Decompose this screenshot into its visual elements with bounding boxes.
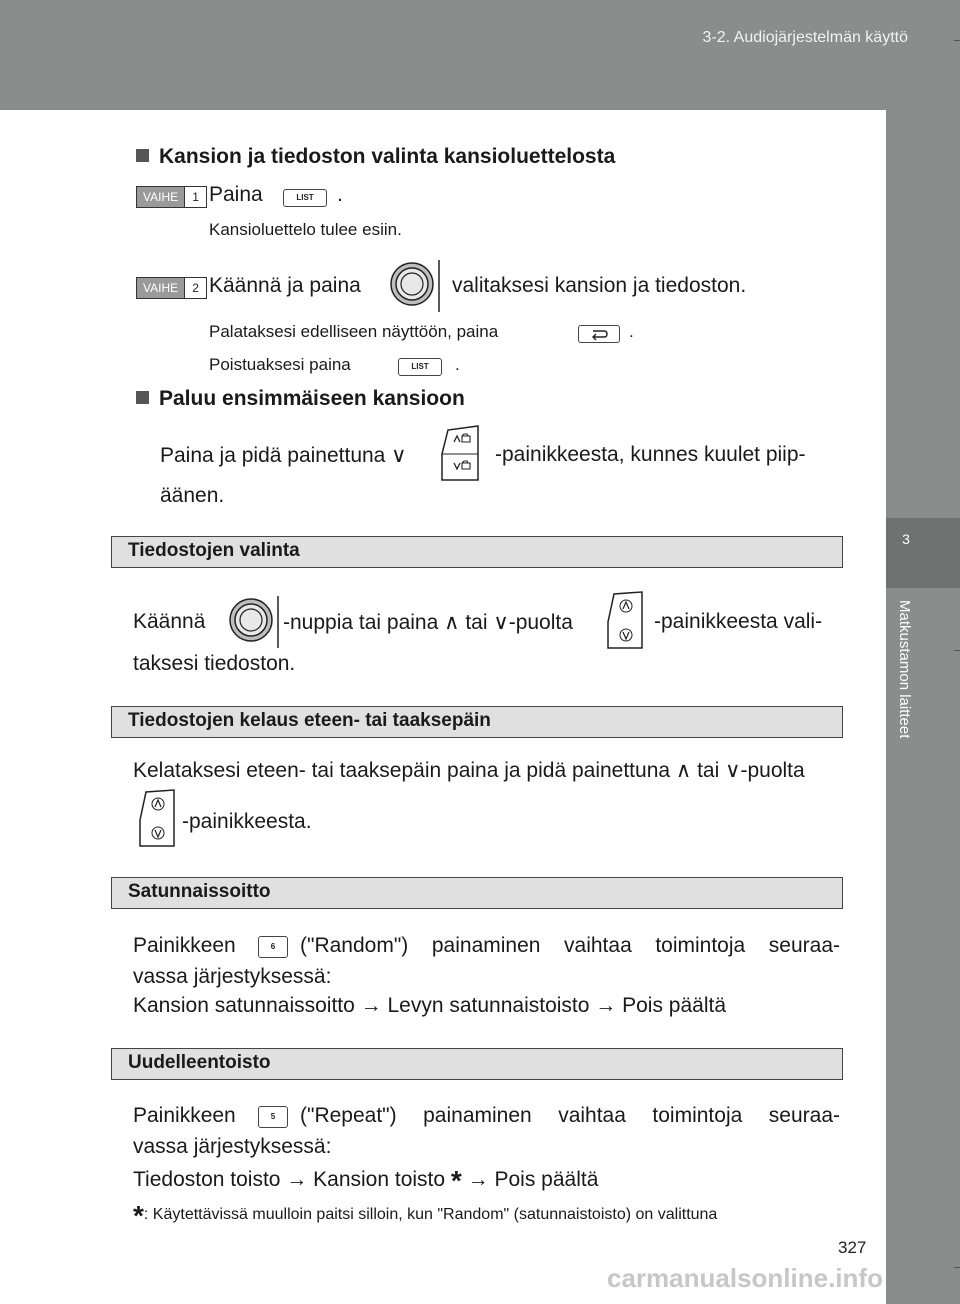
section-heading-text: Uudelleentoisto — [128, 1052, 271, 1073]
step-number: 1 — [184, 187, 206, 207]
body-text: Paina ja pidä painettuna ∨ — [160, 444, 407, 467]
footnote-text: : Käytettävissä muulloin paitsi silloin, kun "Random" (satunnaistoisto) on valittuna — [143, 1206, 718, 1223]
body-text-part: → Pois päältä — [467, 1168, 599, 1191]
section-heading-text: Tiedostojen kelaus eteen- tai taaksepäin — [128, 710, 491, 731]
crop-mark — [954, 1267, 960, 1268]
tune-knob-icon — [226, 594, 284, 650]
step-text: Käännä ja paina — [209, 274, 361, 297]
section-heading-box — [111, 536, 843, 568]
body-text: Painikkeen — [133, 1104, 236, 1127]
section-heading-text: Satunnaissoitto — [128, 881, 271, 902]
step-badge — [136, 186, 207, 208]
body-text: ("Random") painaminen vaihtaa toimintoja seuraa- — [300, 934, 840, 957]
body-text: vassa järjestyksessä: — [133, 1135, 332, 1158]
list-button-icon: LIST — [283, 189, 327, 207]
repeat-button-icon: 5 — [258, 1106, 288, 1128]
watermark: carmanualsonline.info — [607, 1263, 883, 1293]
body-text: Painikkeen — [133, 934, 236, 957]
random-button-icon: 6 — [258, 936, 288, 958]
chapter-label: Matkustamon laitteet — [896, 600, 913, 739]
step-text-end: valitaksesi kansion ja tiedoston. — [452, 274, 747, 297]
body-text: -painikkeesta. — [182, 810, 312, 833]
footnote-star: * — [450, 1165, 462, 1196]
bullet-square-icon — [136, 391, 149, 404]
chapter-tab — [886, 518, 960, 588]
section-heading-box — [111, 877, 843, 909]
sidebar-band — [886, 110, 960, 518]
body-text-part: Tiedoston toisto → Kansion toisto — [133, 1168, 446, 1191]
body-text: vassa järjestyksessä: — [133, 965, 332, 988]
return-arrow-icon — [579, 326, 619, 342]
body-text: Käännä — [133, 610, 206, 633]
seek-rocker-button-icon — [136, 788, 182, 848]
seek-rocker-button-icon — [604, 590, 650, 650]
section-heading — [136, 145, 615, 169]
back-button-icon — [578, 325, 620, 343]
header-title: 3-2. Audiojärjestelmän käyttö — [702, 29, 908, 46]
section-heading — [136, 387, 465, 411]
step-label: VAIHE — [137, 187, 184, 207]
body-text: ("Repeat") painaminen vaihtaa toimintoja seuraa- — [300, 1104, 840, 1127]
step-label: VAIHE — [137, 278, 184, 298]
body-text: äänen. — [160, 484, 225, 507]
body-text: taksesi tiedoston. — [133, 652, 296, 675]
step-note: Palataksesi edelliseen näyttöön, paina — [209, 322, 499, 341]
step-note-end: . — [629, 322, 634, 341]
crop-mark — [954, 650, 960, 651]
body-text: -painikkeesta, kunnes kuulet piip- — [495, 443, 806, 466]
footnote-star: * — [133, 1200, 144, 1231]
bullet-square-icon — [136, 149, 149, 162]
body-text — [133, 1165, 598, 1197]
page-number: 327 — [838, 1238, 867, 1257]
step-text: Paina — [209, 183, 263, 206]
section-heading-box — [111, 706, 843, 738]
tune-knob-icon — [387, 258, 445, 314]
step-number: 2 — [184, 278, 206, 298]
page-header — [0, 0, 960, 110]
list-button-icon: LIST — [398, 358, 442, 376]
step-text-end: . — [337, 183, 343, 206]
folder-rocker-button-icon — [438, 424, 486, 482]
section-heading-text: Kansion ja tiedoston valinta kansioluettelosta — [159, 145, 616, 168]
body-text: -nuppia tai paina ∧ tai ∨-puolta — [283, 611, 573, 634]
section-heading-text: Tiedostojen valinta — [128, 540, 300, 561]
step-note: Kansioluettelo tulee esiin. — [209, 220, 402, 239]
body-text: -painikkeesta vali- — [654, 610, 823, 633]
section-heading-box — [111, 1048, 843, 1080]
step-badge — [136, 277, 207, 299]
step-note: Poistuaksesi paina — [209, 355, 351, 374]
body-text: Kansion satunnaissoitto → Levyn satunnaistoisto → Pois päältä — [133, 994, 727, 1017]
section-heading-text: Paluu ensimmäiseen kansioon — [159, 387, 465, 410]
step-note-end: . — [455, 355, 460, 374]
body-text: Kelataksesi eteen- tai taaksepäin paina ja pidä painettuna ∧ tai ∨-puolta — [133, 759, 805, 782]
footnote — [133, 1200, 717, 1232]
crop-mark — [954, 40, 960, 41]
chapter-number: 3 — [902, 531, 910, 547]
